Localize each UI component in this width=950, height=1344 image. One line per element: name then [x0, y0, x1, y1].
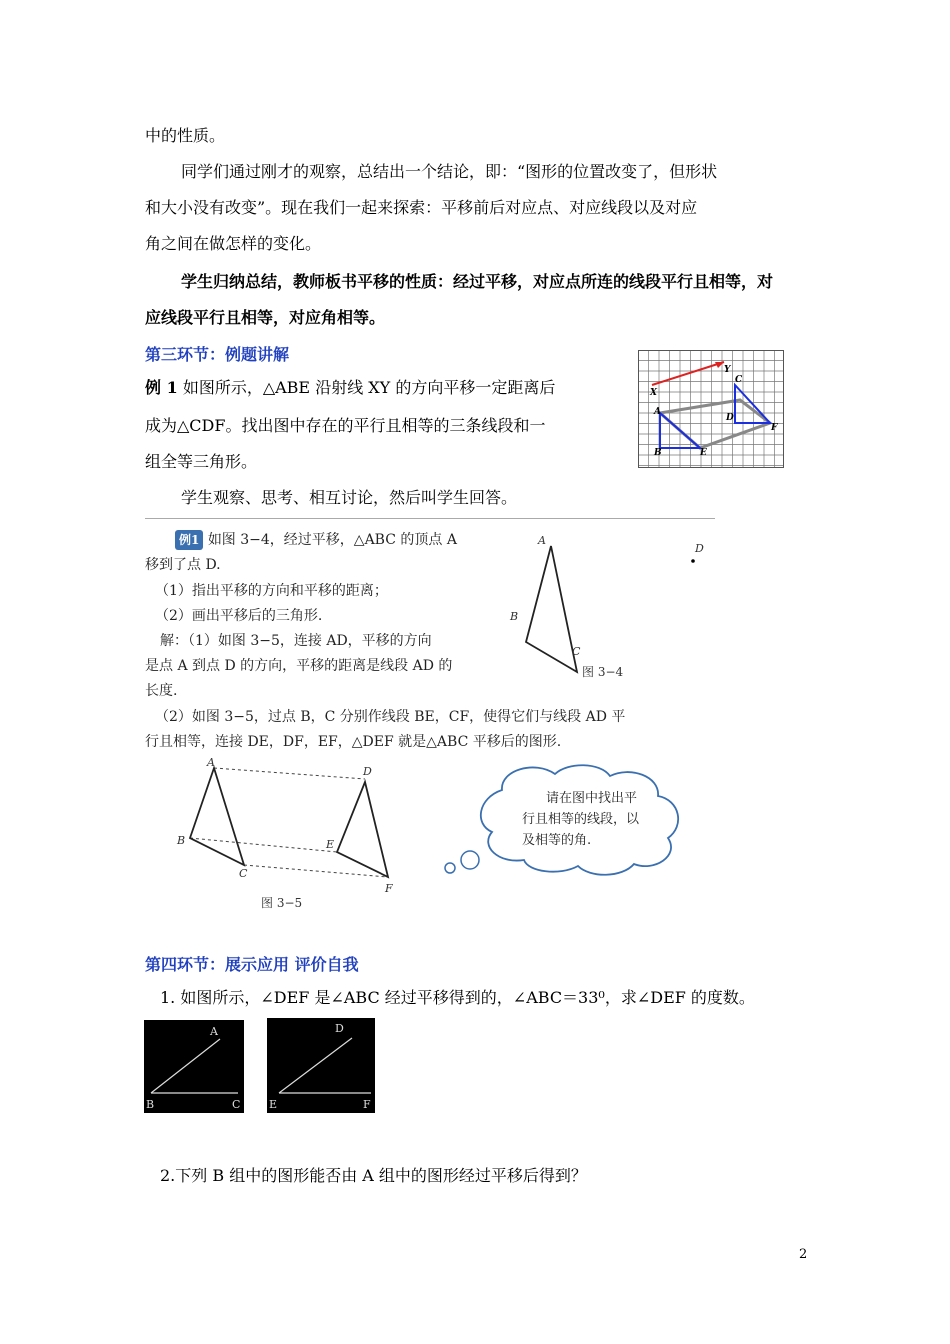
fig35-label-f: F	[385, 882, 393, 895]
angle-label-f: F	[363, 1098, 371, 1111]
angle-label-b: B	[146, 1098, 155, 1111]
example-1-line-2: 成为△CDF。找出图中存在的平行且相等的三条线段和一	[145, 416, 546, 435]
cloud-text-1: 请在图中找出平	[546, 791, 638, 806]
label-c: C	[735, 375, 743, 385]
label-d: D	[726, 413, 734, 423]
angle-label-e: E	[269, 1098, 278, 1111]
fig34-label-a: A	[538, 534, 546, 547]
book-line-8: （2）如图 3−5，过点 B，C 分别作线段 BE，CF，使得它们与线段 AD 平	[155, 709, 626, 725]
cloud-text-3: 及相等的角.	[522, 833, 592, 848]
paragraph-3-line-1: 学生归纳总结，教师板书平移的性质：经过平移，对应点所连的线段平行且相等，对	[181, 272, 774, 291]
question-2: 2.下列 B 组中的图形能否由 A 组中的图形经过平移后得到？	[160, 1166, 587, 1185]
book-line-3: （1）指出平移的方向和平移的距离；	[155, 583, 388, 599]
book-line-6: 是点 A 到点 D 的方向，平移的距离是线段 AD 的	[145, 658, 453, 674]
cloud-text-2: 行且相等的线段，以	[522, 812, 640, 827]
book-line-5: 解：（1）如图 3−5，连接 AD，平移的方向	[160, 633, 432, 649]
angle-label-d: D	[335, 1022, 344, 1035]
book-line-2: 移到了点 D.	[145, 557, 221, 573]
example-1-after: 学生观察、思考、相互讨论，然后叫学生回答。	[181, 488, 518, 507]
angle-label-c: C	[232, 1098, 241, 1111]
fig35-label-c: C	[239, 867, 248, 880]
textbook-excerpt-divider	[145, 518, 715, 519]
paragraph-2-line-2: 和大小没有改变”。现在我们一起来探索：平移前后对应点、对应线段以及对应	[145, 198, 698, 217]
triangle-def-35	[337, 782, 388, 877]
triangle-cdf	[735, 385, 770, 423]
grid-translation-figure	[638, 350, 784, 468]
label-x: X	[650, 388, 657, 398]
triangle-abc	[526, 546, 577, 672]
fig35-label-e: E	[326, 838, 335, 851]
paragraph-3-line-2: 应线段平行且相等，对应角相等。	[145, 308, 386, 327]
label-y: Y	[724, 365, 731, 375]
figure-3-5	[170, 755, 420, 915]
label-a: A	[654, 407, 661, 417]
figure-3-4	[500, 530, 715, 685]
book-line-9: 行且相等，连接 DE，DF，EF，△DEF 就是△ABC 平移后的图形.	[145, 734, 562, 750]
page-number: 2	[799, 1247, 808, 1262]
fig35-label-a: A	[207, 756, 215, 769]
triangle-abc-35	[190, 768, 244, 865]
label-f: F	[771, 423, 778, 433]
section-3-title: 第三环节：例题讲解	[145, 345, 290, 364]
example-1-line-1	[145, 378, 555, 398]
example-badge: 例1	[175, 530, 203, 550]
angle-label-a: A	[210, 1025, 218, 1038]
cloud-bubble-small	[445, 863, 455, 873]
paragraph-2-line-1: 同学们通过刚才的观察，总结出一个结论，即：“图形的位置改变了，但形状	[181, 162, 718, 181]
fig34-label-b: B	[510, 610, 519, 623]
fig34-caption: 图 3−4	[582, 665, 624, 679]
example-1-line-3: 组全等三角形。	[145, 452, 258, 471]
cloud-bubble-large	[461, 851, 479, 869]
fig35-label-d: D	[363, 765, 372, 778]
book-line-1-text: 如图 3−4，经过平移，△ABC 的顶点 A	[207, 532, 457, 548]
section-4-title: 第四环节：展示应用 评价自我	[145, 955, 359, 974]
question-1: 1. 如图所示，∠DEF 是∠ABC 经过平移得到的，∠ABC＝33⁰，求∠DEF 的度数。	[160, 988, 755, 1007]
fig35-label-b: B	[177, 834, 186, 847]
book-line-4: （2）画出平移后的三角形.	[155, 608, 323, 624]
fig35-caption: 图 3−5	[261, 896, 303, 910]
thought-cloud	[440, 760, 710, 880]
dashed-ad	[214, 768, 365, 779]
paragraph-1: 中的性质。	[145, 126, 226, 145]
book-line-1	[175, 530, 457, 550]
fig34-label-c: C	[572, 645, 581, 658]
book-line-7: 长度.	[145, 683, 178, 699]
fig34-label-d: D	[695, 542, 704, 555]
angle-def-figure	[267, 1018, 375, 1113]
example-1-label: 例 1	[145, 378, 178, 397]
paragraph-2-line-3: 角之间在做怎样的变化。	[145, 234, 322, 253]
angle-abc-figure	[144, 1020, 244, 1113]
example-1-text: 如图所示，△ABE 沿射线 XY 的方向平移一定距离后	[182, 378, 556, 397]
label-b: B	[654, 448, 662, 458]
point-d	[691, 559, 695, 563]
label-e: E	[700, 448, 707, 458]
